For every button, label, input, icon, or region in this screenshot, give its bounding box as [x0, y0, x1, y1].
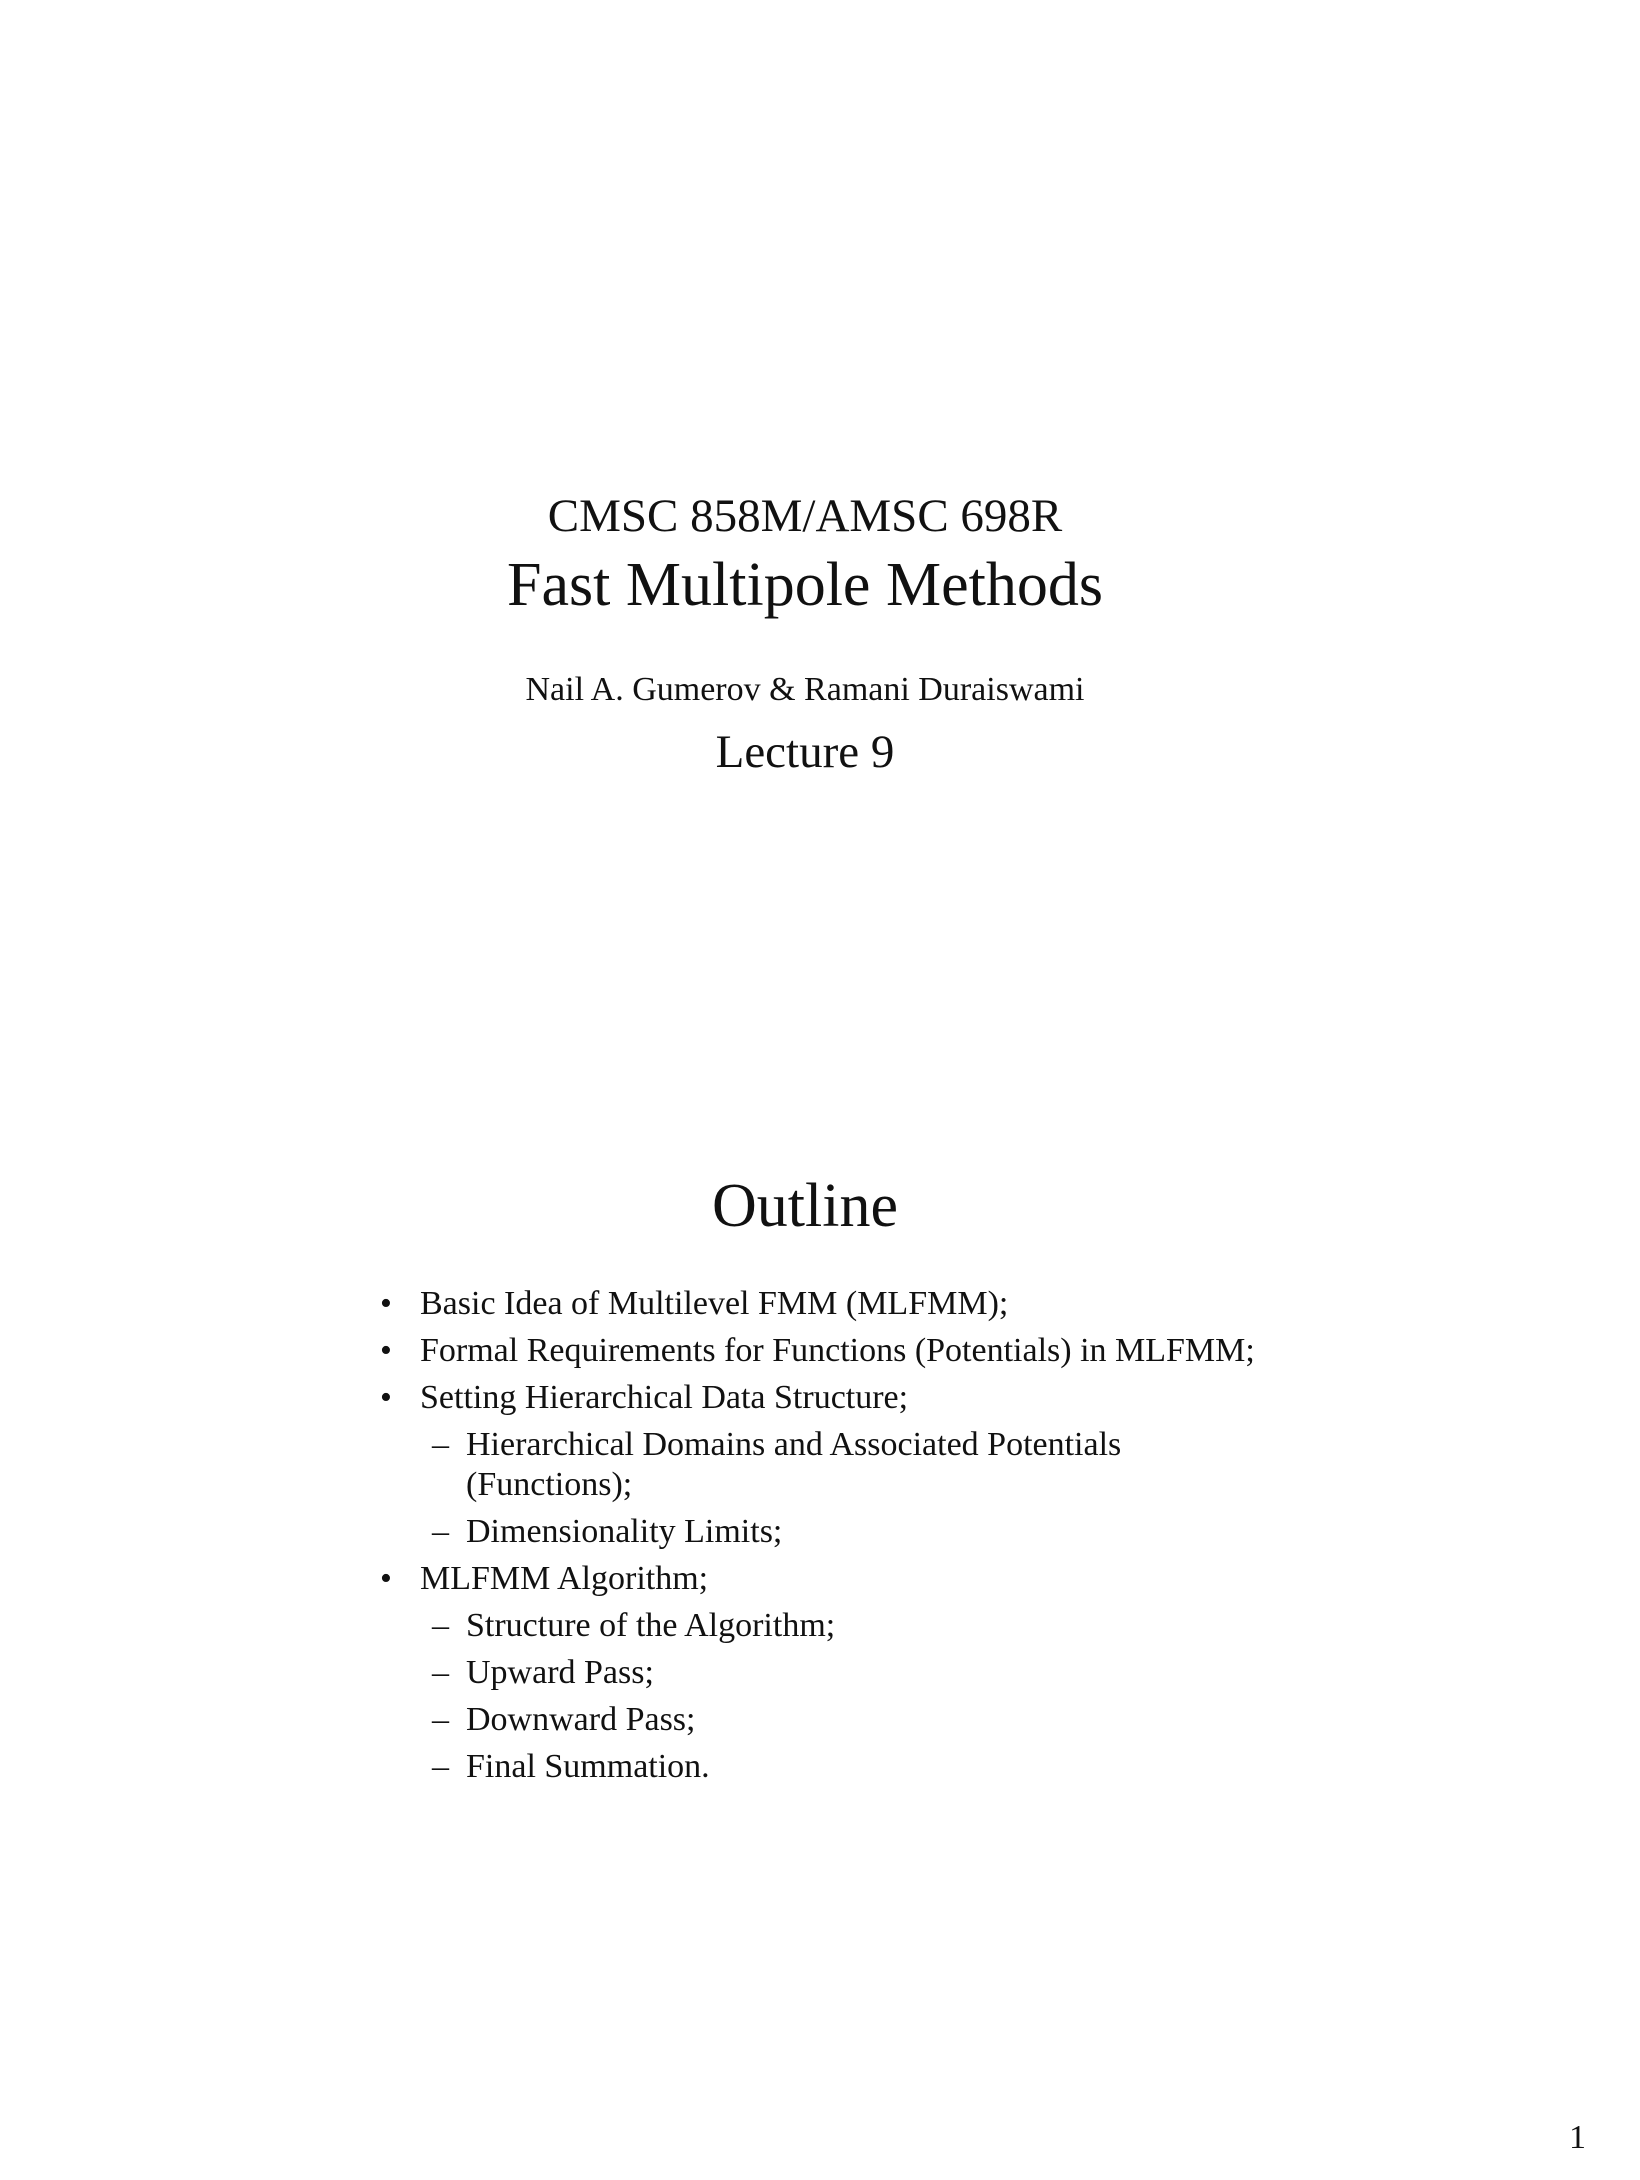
bullet-marker: • [380, 1560, 392, 1597]
dash-marker: – [432, 1654, 449, 1691]
list-item-text: Formal Requirements for Functions (Potentials) in MLFMM; [420, 1332, 1255, 1369]
list-item-text: Structure of the Algorithm; [466, 1607, 836, 1644]
list-item-text: Setting Hierarchical Data Structure; [420, 1379, 909, 1416]
dash-marker: – [432, 1748, 449, 1785]
list-subitem [380, 1653, 1280, 1693]
dash-marker: – [432, 1513, 449, 1550]
lecture-number: Lecture 9 [715, 726, 895, 778]
course-title: Fast Multipole Methods [507, 551, 1103, 619]
list-item [380, 1559, 1280, 1599]
list-subitem [380, 1606, 1280, 1646]
list-item-text: MLFMM Algorithm; [420, 1560, 709, 1597]
list-subitem [380, 1747, 1280, 1787]
outline-title: Outline [712, 1172, 898, 1240]
list-subitem [380, 1425, 1280, 1505]
list-subitem [380, 1512, 1280, 1552]
bullet-marker: • [380, 1285, 392, 1322]
page-number: 1 [1569, 2119, 1586, 2156]
list-item [380, 1284, 1280, 1324]
list-item [380, 1331, 1280, 1371]
course-code: CMSC 858M/AMSC 698R [547, 490, 1063, 542]
dash-marker: – [432, 1701, 449, 1738]
list-item-text: Final Summation. [466, 1748, 710, 1785]
list-item-text: Basic Idea of Multilevel FMM (MLFMM); [420, 1285, 1009, 1322]
authors: Nail A. Gumerov & Ramani Duraiswami [525, 671, 1085, 708]
list-item-text: Downward Pass; [466, 1701, 696, 1738]
list-subitem [380, 1700, 1280, 1740]
list-item-text: Hierarchical Domains and Associated Potentials (Functions); [466, 1426, 1122, 1503]
list-item [380, 1378, 1280, 1418]
bullet-marker: • [380, 1379, 392, 1416]
list-item-text: Dimensionality Limits; [466, 1513, 783, 1550]
dash-marker: – [432, 1426, 449, 1463]
list-item-text: Upward Pass; [466, 1654, 654, 1691]
outline-list [380, 1284, 1280, 1794]
dash-marker: – [432, 1607, 449, 1644]
bullet-marker: • [380, 1332, 392, 1369]
